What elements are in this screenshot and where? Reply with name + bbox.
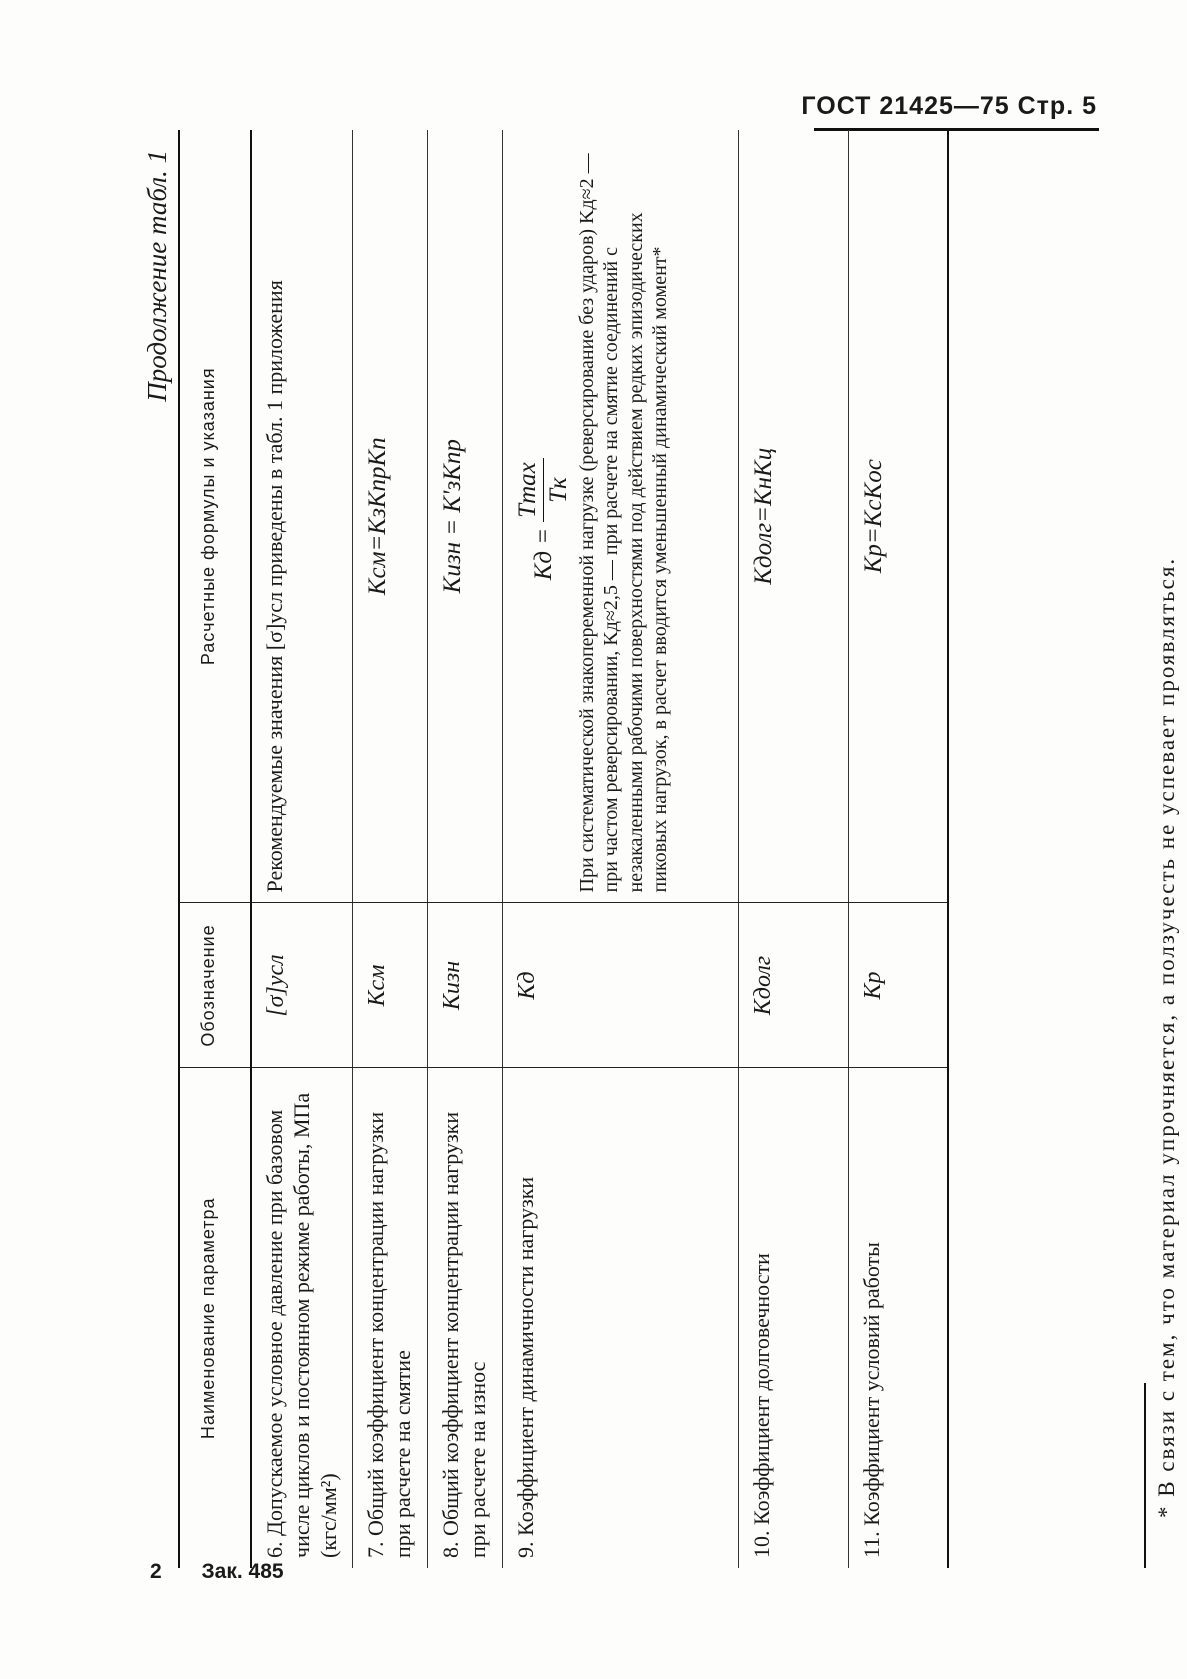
row-symbol: Kсм [353,903,428,1068]
row-symbol: [σ]усл [251,903,353,1068]
row-formula: Kсм=KзKпрKп [364,437,392,596]
table-row [251,130,353,1568]
table-row [502,130,738,1568]
row-name: 11. Коэффициент условий работы [858,1242,884,1558]
row-symbol: Kд [502,903,738,1068]
row-symbol: Kр [848,903,948,1068]
row-name: 6. Допускаемое условное давление при базовом числе циклов и постоянном режиме работы, МПа (кгс/мм²) [262,1092,341,1558]
row-formula: Kдолг=KнKц [749,447,777,585]
order-number: Зак. 485 [201,1560,284,1583]
row-name: 9. Коэффициент динамичности нагрузки [512,1176,538,1558]
table-caption: Продолжение табл. 1 [142,150,172,402]
row-note: Рекомендуемые значения [σ]усл приведены в табл. 1 приложения [251,130,353,903]
row-formula: Kизн = K'зKпр [439,439,467,594]
row-formula: Kр=KсKос [859,459,887,574]
table-row [428,130,503,1568]
rotated-table-block [138,130,1179,1568]
footnote-rule [1144,1383,1146,1568]
row-symbol: Kизн [428,903,503,1068]
row-formula-cell [848,130,948,903]
table-row [738,130,848,1568]
row-formula-cell [428,130,503,903]
print-order [150,1560,284,1584]
row-name: 8. Общий коэффициент концентрации нагрузки при расчете на износ [438,1111,490,1558]
column-header-formula: Расчетные формулы и указания [179,130,251,903]
page-header: ГОСТ 21425—75 Стр. 5 [801,92,1097,120]
row-name: 7. Общий коэффициент концентрации нагрузки при расчете на смятие [363,1111,416,1558]
row-formula-cell [353,130,428,903]
row-name: 10. Коэффициент долговечности [748,1253,774,1558]
row-formula-cell [502,130,738,903]
footnote: * В связи с тем, что материал упрочняется, а ползучесть не успевает проявляться. [1154,556,1179,1518]
table-row [353,130,428,1568]
formula-denominator: Tк [545,477,573,503]
row-formula-cell [738,130,848,903]
column-header-symbol: Обозначение [179,903,251,1068]
row-symbol: Kдолг [738,903,848,1068]
column-header-name: Наименование параметра [179,1068,251,1568]
page-mark: 2 [150,1560,162,1583]
table-row [848,130,948,1568]
table-header-row [179,130,251,1568]
parameters-table [178,130,949,1568]
dynamic-formula [513,140,575,893]
formula-numerator: Tmax [513,458,545,522]
formula-fraction [513,458,575,522]
formula-lhs: Kд = [529,527,557,581]
row-note: При систематической знакопеременной нагрузке (реверсирование без ударов) Kд≈2 — при частом реверсировании, Kд≈2,5 — при расчете на смятие соединений с незакаленными рабочими поверхностями под действием редких эпизодических пиковых нагрузок, в расчет вводится уменьшенный динамический момент* [575,153,671,893]
